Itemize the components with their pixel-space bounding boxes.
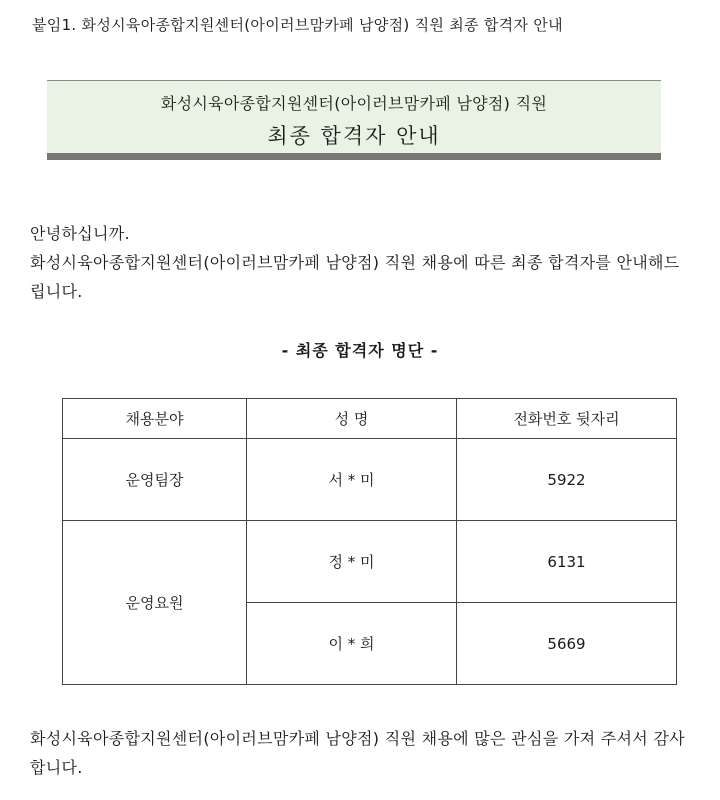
greeting-text: 안녕하십니까. — [30, 224, 130, 243]
field-cell: 운영팀장 — [63, 439, 247, 521]
table-row — [63, 521, 677, 603]
phone-cell: 6131 — [457, 521, 677, 603]
name-cell: 이 * 희 — [247, 603, 457, 685]
phone-cell: 5669 — [457, 603, 677, 685]
title-box — [47, 80, 661, 160]
phone-cell: 5922 — [457, 439, 677, 521]
table-row — [63, 439, 677, 521]
title-main: 최종 합격자 안내 — [267, 124, 441, 148]
intro-paragraph — [30, 219, 690, 306]
header-name: 성 명 — [247, 399, 457, 439]
table-header-row — [63, 399, 677, 439]
name-cell: 서 * 미 — [247, 439, 457, 521]
roster-table — [62, 398, 677, 685]
field-cell: 운영요원 — [63, 521, 247, 685]
header-phone: 전화번호 뒷자리 — [457, 399, 677, 439]
header-field: 채용분야 — [63, 399, 247, 439]
name-cell: 정 * 미 — [247, 521, 457, 603]
title-subtitle: 화성시육아종합지원센터(아이러브맘카페 남양점) 직원 — [160, 94, 548, 113]
attachment-heading: 붙임1. 화성시육아종합지원센터(아이러브맘카페 남양점) 직원 최종 합격자 안내 — [32, 16, 563, 34]
intro-body-text: 화성시육아종합지원센터(아이러브맘카페 남양점) 직원 채용에 따른 최종 합격자를 안내해드립니다. — [30, 253, 680, 301]
closing-paragraph: 화성시육아종합지원센터(아이러브맘카페 남양점) 직원 채용에 많은 관심을 가져 주셔서 감사합니다. — [30, 729, 685, 777]
list-title: - 최종 합격자 명단 - — [281, 341, 439, 360]
